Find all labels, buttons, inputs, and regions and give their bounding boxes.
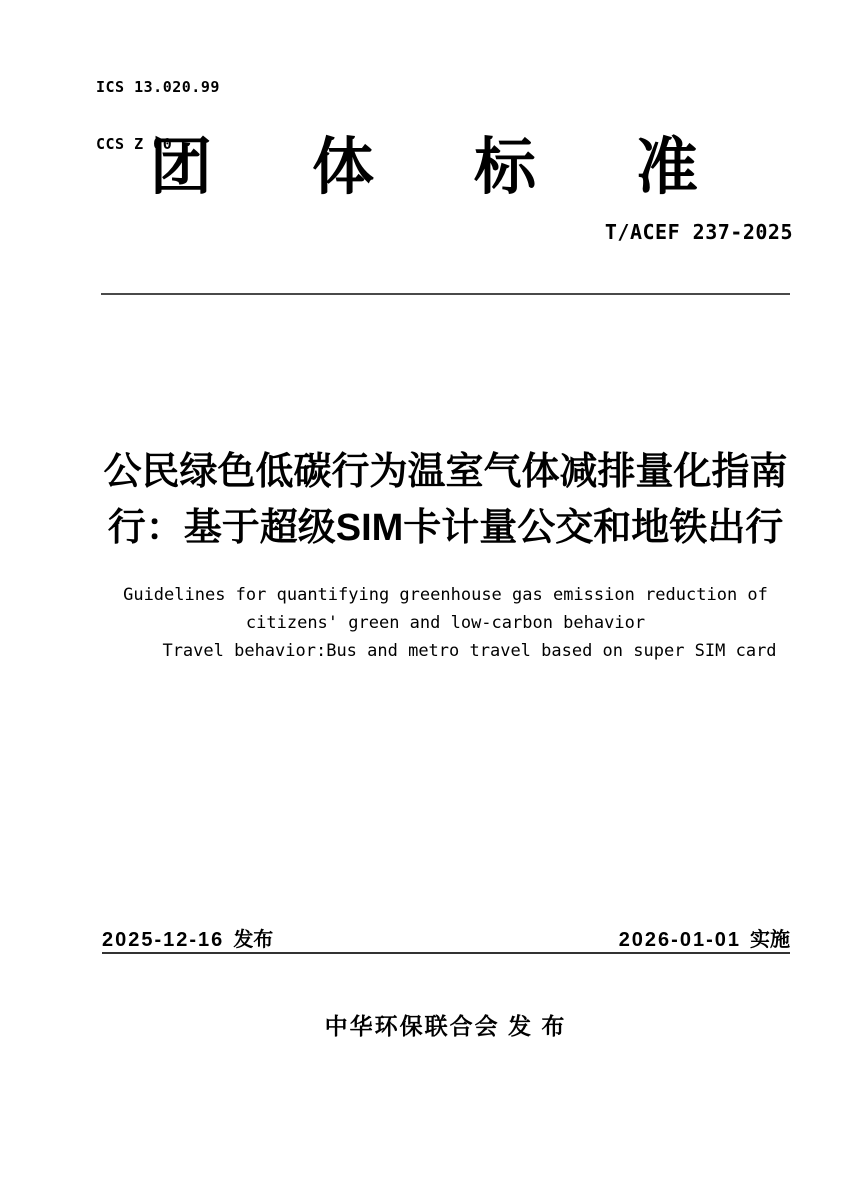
masthead-char-1: 团: [150, 133, 213, 202]
masthead-title: [150, 134, 698, 202]
implement-date: [619, 928, 790, 952]
ccs-code: CCS Z 00: [96, 135, 173, 153]
publish-date-label: 发布: [233, 929, 274, 951]
ics-code: ICS 13.020.99: [96, 78, 220, 96]
bottom-divider: [102, 952, 790, 954]
publisher: 中华环保联合会 发 布: [324, 1013, 567, 1039]
masthead-char-4: 准: [635, 133, 698, 202]
top-divider: [101, 293, 790, 295]
publish-date-value: 2025-12-16: [102, 929, 225, 951]
standard-number: T/ACEF 237-2025: [604, 220, 793, 244]
publish-date: [102, 928, 273, 952]
document-title-cn-line-2: 行：基于超级SIM卡计量公交和地铁出行: [107, 507, 784, 549]
dates-row: [102, 928, 790, 952]
document-title-en-line-1: Guidelines for quantifying greenhouse gas emission reduction of: [123, 585, 768, 605]
implement-date-value: 2026-01-01: [618, 929, 741, 951]
document-title-cn: [101, 444, 790, 556]
document-title-en: [101, 581, 790, 665]
masthead-char-3: 标: [473, 133, 536, 202]
document-title-en-line-3: Travel behavior:Bus and metro travel based on super SIM card: [162, 641, 777, 661]
document-title-cn-line-1: 公民绿色低碳行为温室气体减排量化指南: [103, 451, 788, 493]
document-title-en-line-2: citizens' green and low-carbon behavior: [245, 613, 646, 633]
implement-date-label: 实施: [750, 929, 790, 951]
masthead-char-2: 体: [311, 133, 374, 202]
